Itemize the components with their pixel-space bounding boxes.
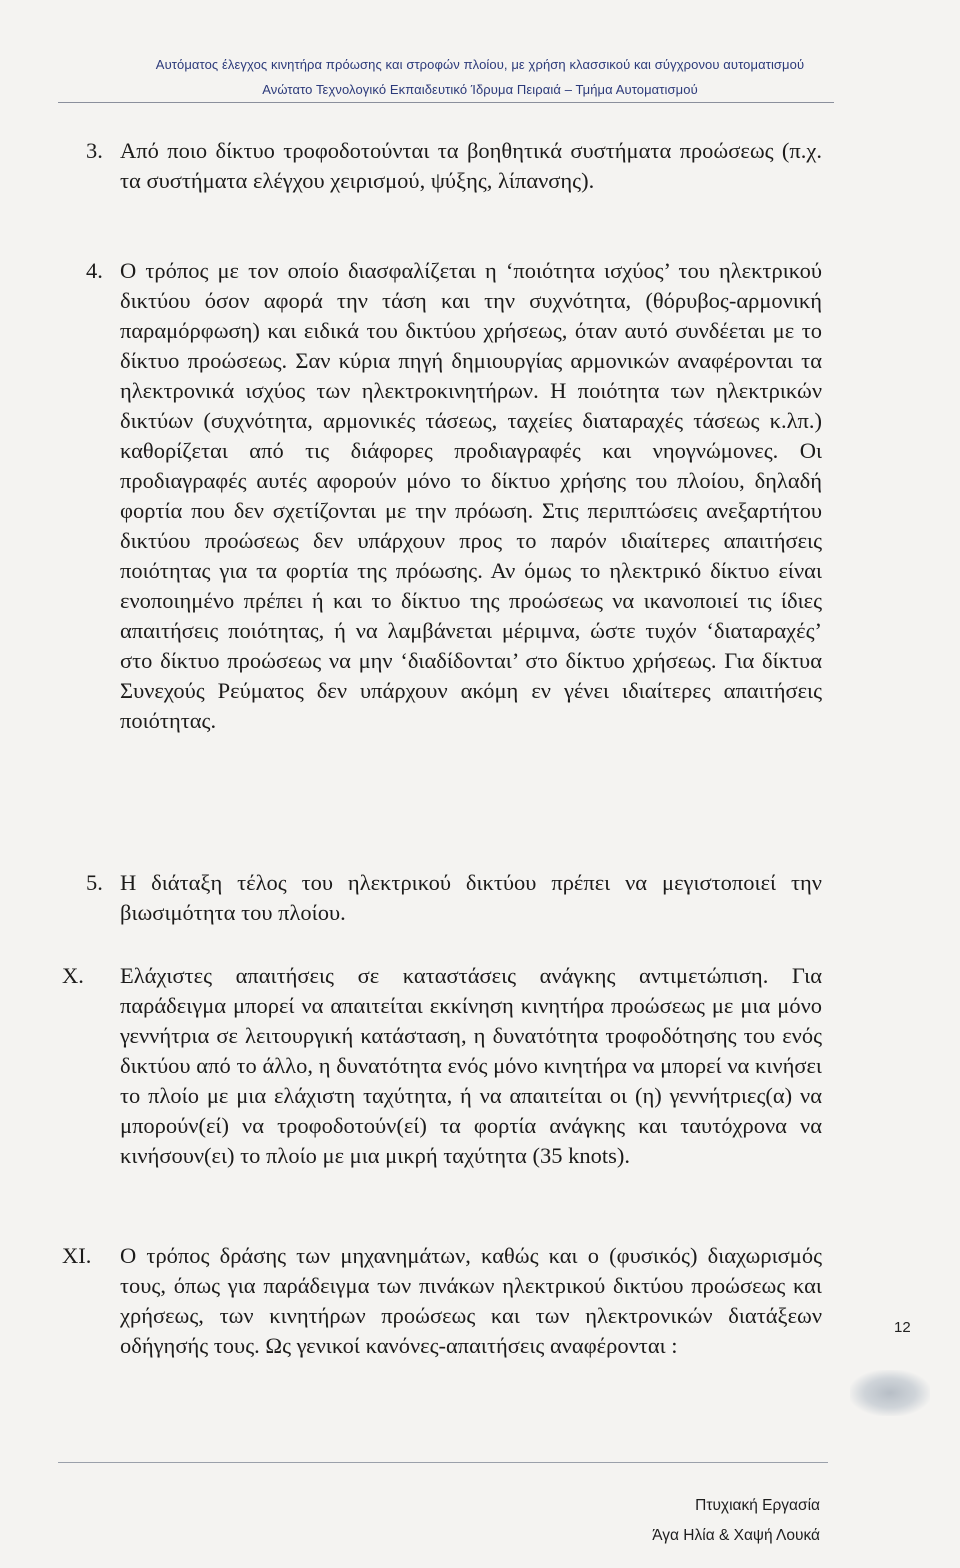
item-x-marker: X. xyxy=(62,963,84,988)
item-x-text: Ελάχιστες απαιτήσεις σε καταστάσεις ανάγκης αντιμετώπιση. Για παράδειγμα μπορεί να απαιτείται εκκίνηση κινητήρα προώσεως με μια μόνο γεννήτρια σε λειτουργική κατάσταση, η δυνατότητα τροφοδότησης του ενός δικτύου από το άλλο, η δυνατότητα ενός μόνο κινητήρα να μπορεί να κινήσει το πλοίο με μια ελάχιστη ταχύτητα, ή να απαιτείται οι (η) γεννήτριες(α) να μπορούν(εί) να τροφοδοτούν(εί) τα φορτία ανάγκης και ταυτόχρονα να κινήσουν(ει) το πλοίο με μια μικρή ταχύτητα (35 knots). xyxy=(120,963,822,1168)
footer-authors: Άγα Ηλία & Χαψή Λουκά xyxy=(652,1527,820,1544)
item-4-text: Ο τρόπος με τον οποίο διασφαλίζεται η ‘ποιότητα ισχύος’ του ηλεκτρικού δικτύου όσον αφορά την τάση και την συχνότητα, (θόρυβος-αρμονική παραμόρφωση) και ειδικά του δικτύου χρήσεως, όταν αυτό συνδέεται με το δίκτυο προώσεως. Σαν κύρια πηγή δημιουργίας αρμονικών αναφέρονται τα ηλεκτρονικά ισχύος των ηλεκτροκινητήρων. Η ποιότητα των ηλεκτρικών δικτύων (συχνότητα, αρμονικές τάσεως, ταχείες διαταραχές τάσεως κ.λπ.) καθορίζεται από τις διάφορες προδιαγραφές και νηογνώμονες. Οι προδιαγραφές αυτές αφορούν μόνο το δίκτυο χρήσης του πλοίου, δηλαδή φορτία που δεν σχετίζονται με την πρόωση. Στις περιπτώσεις ανεξαρτήτου δικτύου προώσεως δεν υπάρχουν προς το παρόν ιδιαίτερες απαιτήσεις ποιότητας για τα φορτία της πρόωσης. Αν όμως το ηλεκτρικό δίκτυο είναι ενοποιημένο πρέπει ή και το δίκτυο της προώσεως να ικανοποιεί τις ίδιες απαιτήσεις ποιότητας, ή να λαμβάνεται μέριμνα, ώστε τυχόν ‘διαταραχές’ στο δίκτυο προώσεως να μην ‘διαδίδονται’ στο δίκτυο χρήσεως. Για δίκτυα Συνεχούς Ρεύματος δεν υπάρχουν ακόμη εν γένει ιδιαίτερες απαιτήσεις ποιότητας. xyxy=(120,258,822,733)
scan-smudge xyxy=(850,1370,930,1416)
item-3-marker: 3. xyxy=(86,138,103,163)
item-5-text: Η διάταξη τέλος του ηλεκτρικού δικτύου πρέπει να μεγιστοποιεί την βιωσιμότητα του πλοίου. xyxy=(120,870,822,925)
running-header-title: Αυτόματος έλεγχος κινητήρα πρόωσης και στροφών πλοίου, με χρήση κλασσικού και σύγχρονου αυτοματισμού xyxy=(155,57,805,72)
item-xi-text: Ο τρόπος δράσης των μηχανημάτων, καθώς και ο (φυσικός) διαχωρισμός τους, όπως για παράδειγμα των πινάκων ηλεκτρικού δικτύου προώσεως και χρήσεως, των κινητήρων προώσεως και των ηλεκτρονικών διατάξεων οδήγησής τους. Ως γενικοί κανόνες-απαιτήσεις αναφέρονται : xyxy=(120,1243,822,1358)
header-divider xyxy=(58,102,834,103)
item-3-text: Από ποιο δίκτυο τροφοδοτούνται τα βοηθητικά συστήματα προώσεως (π.χ. τα συστήματα ελέγχου χειρισμού, ψύξης, λίπανσης). xyxy=(120,138,822,193)
page-number: 12 xyxy=(894,1319,911,1336)
item-xi-marker: XI. xyxy=(62,1243,92,1268)
running-header-institution: Ανώτατο Τεχνολογικό Εκπαιδευτικό Ίδρυμα Πειραιά – Τμήμα Αυτοματισμού xyxy=(262,82,698,97)
footer-divider xyxy=(58,1462,828,1463)
footer-thesis-label: Πτυχιακή Εργασία xyxy=(695,1497,820,1514)
item-4-marker: 4. xyxy=(86,258,103,283)
item-5-marker: 5. xyxy=(86,870,103,895)
